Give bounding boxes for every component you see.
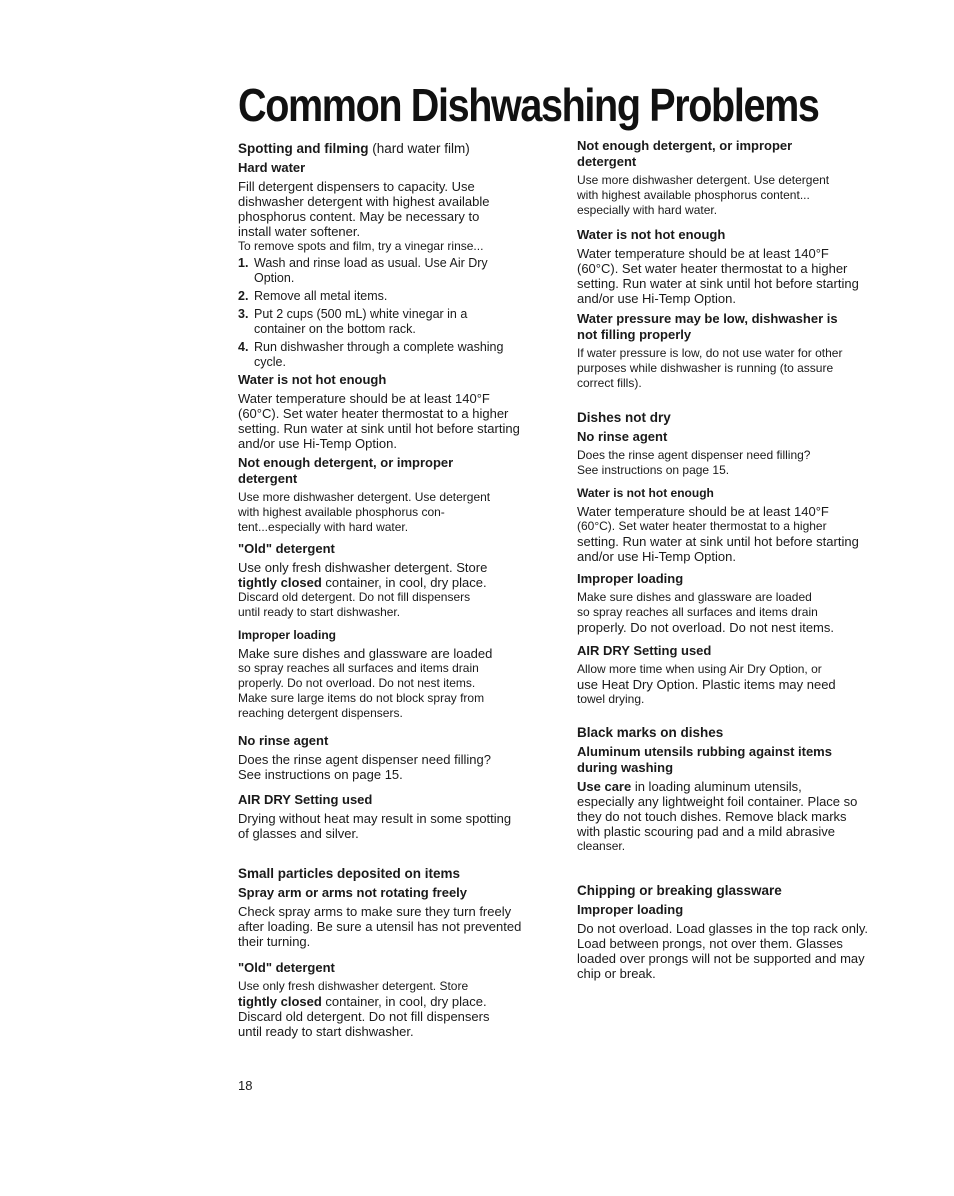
text-line: so spray reaches all surfaces and items drain: [238, 661, 479, 675]
text-line: with highest available phosphorus con-: [238, 505, 445, 519]
text-line: tent...especially with hard water.: [238, 520, 409, 534]
cause-water-temp-dry: [577, 485, 877, 564]
cause-not-enough-detergent-right: [577, 138, 877, 218]
text-line: correct fills).: [577, 376, 642, 390]
step-number: 4.: [238, 340, 249, 354]
cause-air-dry-right: [577, 643, 877, 707]
label-line: not filling properly: [577, 327, 692, 342]
text-line: Fill detergent dispensers to capacity. Use: [238, 179, 475, 194]
cause-label: AIR DRY Setting used: [577, 643, 712, 658]
text-line: Do not overload. Load glasses in the top rack only.: [577, 921, 868, 936]
text-line: properly. Do not overload. Do not nest items.: [238, 676, 476, 690]
text-line: Water temperature should be at least 140°F: [577, 246, 829, 261]
text-line: of glasses and silver.: [238, 826, 359, 841]
cause-text: [577, 779, 877, 839]
section-heading-small-particles: Small particles deposited on items: [238, 866, 461, 881]
text-line: Drying without heat may result in some spotting: [238, 811, 512, 826]
cause-text: [238, 490, 534, 535]
small-particles-section: [238, 865, 534, 949]
cause-text: [238, 646, 534, 661]
text-line: See instructions on page 15.: [577, 463, 730, 477]
cause-text: [577, 346, 877, 391]
cause-label: [238, 455, 534, 487]
cause-text: [577, 448, 877, 478]
text-line: they do not touch dishes. Remove black marks: [577, 809, 847, 824]
text-line: until ready to start dishwasher.: [238, 605, 401, 619]
cause-not-enough-detergent: [238, 455, 534, 535]
text-line: with highest available phosphorus content...: [577, 188, 810, 202]
cause-water-temp-right: [577, 227, 877, 306]
hard-water-text: [238, 179, 534, 239]
text-span: in loading aluminum utensils,: [631, 779, 802, 794]
cause-text: [238, 811, 534, 841]
cause-label: Water is not hot enough: [238, 372, 387, 387]
cause-label: Improper loading: [238, 628, 337, 642]
cause-improper-loading-dry: [577, 571, 877, 635]
chipping-section: [577, 882, 877, 981]
heading-text: Spotting and filming: [238, 141, 369, 156]
cause-text: [238, 904, 534, 949]
cause-label: [577, 138, 877, 170]
text-line: (60°C). Set water heater thermostat to a higher: [238, 406, 509, 421]
text-line: setting. Run water at sink until hot before starting: [577, 276, 859, 291]
cause-label: Spray arm or arms not rotating freely: [238, 885, 468, 900]
text-span: container, in cool, dry place.: [321, 575, 487, 590]
text-line: after loading. Be sure a utensil has not prevented: [238, 919, 522, 934]
vinegar-intro: To remove spots and film, try a vinegar rinse...: [238, 239, 484, 253]
text-line: Use more dishwasher detergent. Use detergent: [238, 490, 491, 504]
cause-text-small: [577, 519, 877, 534]
text-line: use Heat Dry Option. Plastic items may need: [577, 677, 836, 692]
cause-label: [577, 311, 877, 343]
text-line: chip or break.: [577, 966, 656, 981]
section-heading-dishes-not-dry: Dishes not dry: [577, 410, 671, 425]
text-line: and/or use Hi-Temp Option.: [577, 549, 736, 564]
text-line: Make sure dishes and glassware are loaded: [238, 646, 493, 661]
cause-no-rinse-agent: [238, 733, 534, 782]
text-line: Make sure dishes and glassware are loaded: [577, 590, 812, 604]
step-item: [238, 289, 534, 304]
cause-hard-water: Hard water: [238, 160, 306, 175]
cause-text: [577, 246, 877, 306]
black-marks-section: [577, 724, 877, 854]
text-line: dishwasher detergent with highest available: [238, 194, 490, 209]
label-line: Aluminum utensils rubbing against items: [577, 744, 832, 759]
text-line: Put 2 cups (500 mL) white vinegar in a: [254, 307, 468, 321]
label-line: Not enough detergent, or improper: [577, 138, 793, 153]
text-line: [238, 994, 534, 1009]
text-line: Use only fresh dishwasher detergent. Store: [238, 560, 488, 575]
cause-label: No rinse agent: [577, 429, 668, 444]
step-item: [238, 340, 534, 370]
text-line: until ready to start dishwasher.: [238, 1024, 414, 1039]
step-item: [238, 307, 534, 337]
text-line: Discard old detergent. Do not fill dispensers: [238, 1009, 490, 1024]
cause-water-pressure: [577, 311, 877, 391]
page-title: Common Dishwashing Problems: [238, 79, 819, 131]
section-heading-black-marks: Black marks on dishes: [577, 725, 724, 740]
cause-text: [577, 504, 877, 519]
text-line: especially with hard water.: [577, 203, 718, 217]
cause-text-small: [577, 839, 877, 854]
cause-label: [577, 744, 877, 776]
cause-label: Water is not hot enough: [577, 227, 726, 242]
step-number: 1.: [238, 256, 249, 270]
text-line: Use only fresh dishwasher detergent. Store: [238, 979, 469, 993]
text-line: cleanser.: [577, 839, 626, 853]
text-line: Does the rinse agent dispenser need filling?: [238, 752, 491, 767]
emphasis: tightly closed: [238, 994, 322, 1009]
cause-text: [238, 752, 534, 782]
cause-old-detergent-2: [238, 960, 534, 1039]
spotting-section: [238, 140, 534, 373]
text-line: and/or use Hi-Temp Option.: [577, 291, 736, 306]
text-line: so spray reaches all surfaces and items drain: [577, 605, 818, 619]
text-line: container on the bottom rack.: [254, 322, 416, 336]
text-line: install water softener.: [238, 224, 361, 239]
cause-label: Improper loading: [577, 902, 684, 917]
text-line: Option.: [254, 271, 295, 285]
cause-improper-loading: [238, 627, 534, 721]
emphasis: Use care: [577, 779, 632, 794]
text-line: setting. Run water at sink until hot before starting: [577, 534, 859, 549]
vinegar-steps: [238, 256, 534, 370]
cause-label: "Old" detergent: [238, 960, 335, 975]
cause-text: [577, 620, 877, 635]
text-line: loaded over prongs will not be supported and may: [577, 951, 865, 966]
text-line: Make sure large items do not block spray from: [238, 691, 485, 705]
step-item: [238, 256, 534, 286]
cause-water-temp: [238, 372, 534, 451]
text-line: Water temperature should be at least 140°F: [577, 504, 829, 519]
text-line: Wash and rinse load as usual. Use Air Dry: [254, 256, 488, 270]
text-line: cycle.: [254, 355, 286, 369]
text-line: See instructions on page 15.: [238, 767, 403, 782]
dishes-not-dry-section: [577, 409, 877, 478]
cause-text: [577, 173, 877, 218]
cause-text: [238, 560, 534, 590]
text-span: container, in cool, dry place.: [321, 994, 487, 1009]
cause-text: [577, 921, 877, 981]
text-line: purposes while dishwasher is running (to assure: [577, 361, 834, 375]
text-line: Run dishwasher through a complete washing: [254, 340, 504, 354]
cause-text-small: [577, 590, 877, 620]
text-line: towel drying.: [577, 692, 645, 706]
text-line: setting. Run water at sink until hot before starting: [238, 421, 520, 436]
cause-text: [238, 979, 534, 994]
text-line: Use more dishwasher detergent. Use detergent: [577, 173, 830, 187]
cause-old-detergent: [238, 541, 534, 620]
cause-text: [577, 677, 877, 692]
emphasis: tightly closed: [238, 575, 322, 590]
label-line: Water pressure may be low, dishwasher is: [577, 311, 838, 326]
cause-text-small: [577, 662, 877, 677]
text-line: [238, 575, 534, 590]
text-line: especially any lightweight foil container. Place so: [577, 794, 858, 809]
step-number: 3.: [238, 307, 249, 321]
text-line: reaching detergent dispensers.: [238, 706, 403, 720]
text-line: Remove all metal items.: [254, 289, 388, 303]
page-number: 18: [238, 1078, 253, 1093]
text-line: (60°C). Set water heater thermostat to a higher: [577, 261, 848, 276]
text-line: with plastic scouring pad and a mild abrasive: [577, 824, 835, 839]
section-heading-chipping: Chipping or breaking glassware: [577, 883, 782, 898]
cause-label: Water is not hot enough: [577, 486, 714, 500]
heading-note: (hard water film): [372, 141, 470, 156]
label-line: detergent: [577, 154, 637, 169]
label-line: during washing: [577, 760, 674, 775]
text-line: [577, 779, 877, 794]
text-line: (60°C). Set water heater thermostat to a higher: [577, 519, 827, 533]
label-line: detergent: [238, 471, 298, 486]
text-line: properly. Do not overload. Do not nest items.: [577, 620, 834, 635]
cause-text: [577, 534, 877, 564]
cause-label: Improper loading: [577, 571, 684, 586]
cause-text-small: [238, 661, 534, 721]
cause-label: AIR DRY Setting used: [238, 792, 373, 807]
cause-text: [238, 391, 534, 451]
step-number: 2.: [238, 289, 249, 303]
text-line: Check spray arms to make sure they turn freely: [238, 904, 512, 919]
text-line: Discard old detergent. Do not fill dispensers: [238, 590, 471, 604]
cause-label: No rinse agent: [238, 733, 329, 748]
text-line: phosphorus content. May be necessary to: [238, 209, 480, 224]
text-line: Water temperature should be at least 140°F: [238, 391, 490, 406]
text-line: their turning.: [238, 934, 311, 949]
text-line: and/or use Hi-Temp Option.: [238, 436, 397, 451]
section-heading-spotting: [238, 140, 534, 157]
text-line: Does the rinse agent dispenser need filling?: [577, 448, 811, 462]
cause-air-dry: [238, 792, 534, 841]
cause-label: "Old" detergent: [238, 541, 335, 556]
label-line: Not enough detergent, or improper: [238, 455, 454, 470]
cause-text-small: [238, 590, 534, 620]
text-line: If water pressure is low, do not use water for other: [577, 346, 843, 360]
text-line: Load between prongs, not over them. Glasses: [577, 936, 843, 951]
text-line: Allow more time when using Air Dry Option, or: [577, 662, 822, 676]
cause-text-small: [577, 692, 877, 707]
cause-text: [238, 994, 534, 1039]
